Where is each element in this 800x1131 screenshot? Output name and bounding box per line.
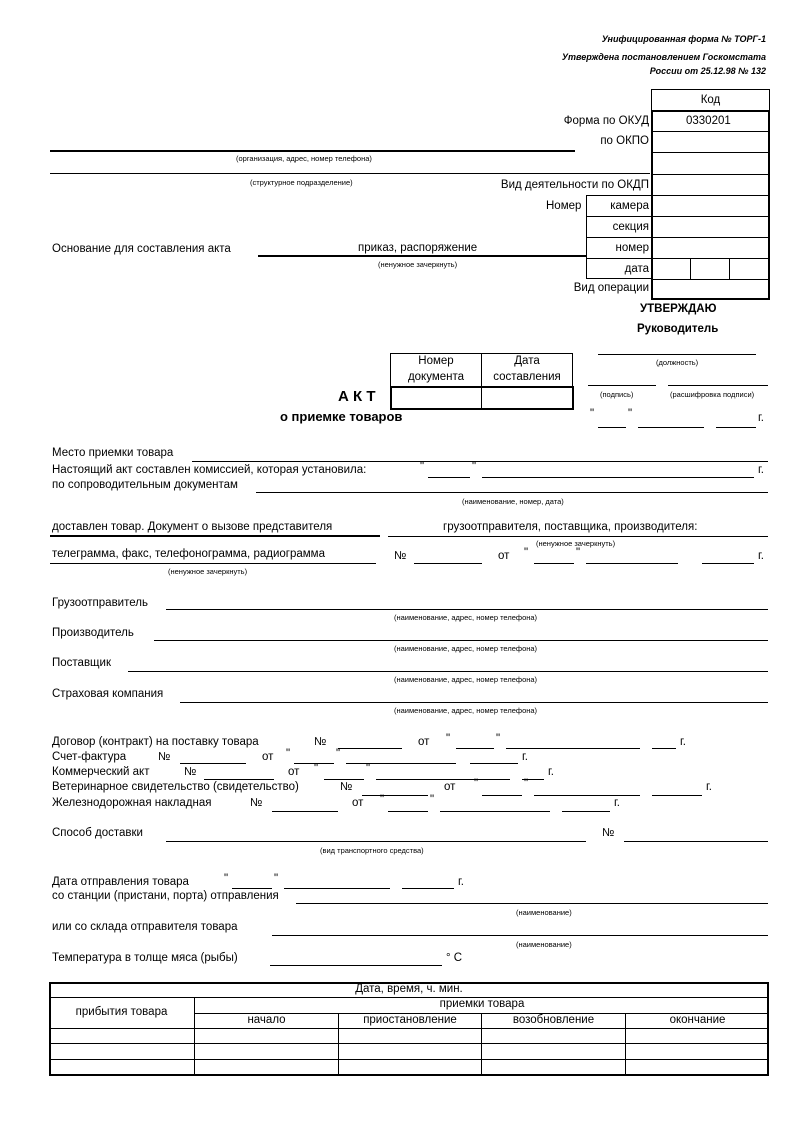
- commission-month-field[interactable]: [482, 477, 754, 478]
- data-label: дата: [624, 263, 649, 275]
- strike-hint: (ненужное зачеркнуть): [536, 539, 616, 548]
- basis-label: Основание для составления акта: [52, 243, 231, 255]
- org-field[interactable]: [50, 150, 575, 152]
- producer-label: Производитель: [52, 627, 134, 639]
- dept-hint: (структурное подразделение): [250, 178, 353, 187]
- commercial-month-field[interactable]: [376, 779, 510, 780]
- telegram-day-field[interactable]: [534, 563, 574, 564]
- shipper-field[interactable]: [166, 609, 768, 610]
- insurance-label: Страховая компания: [52, 688, 164, 700]
- place-field[interactable]: [192, 461, 768, 462]
- accompanying-label: по сопроводительным документам: [52, 479, 238, 491]
- telegram-no-field[interactable]: [414, 563, 482, 564]
- vet-year-field[interactable]: [652, 795, 702, 796]
- org-hint: (организация, адрес, номер телефона): [236, 154, 372, 163]
- accompanying-field[interactable]: [256, 492, 768, 493]
- commission-day-field[interactable]: [428, 477, 470, 478]
- sign-hint: (подпись): [600, 390, 634, 399]
- sign-field[interactable]: [588, 385, 656, 386]
- invoice-no-field[interactable]: [180, 763, 246, 764]
- arrival-header: прибытия товара: [75, 1006, 168, 1018]
- station-field[interactable]: [296, 903, 768, 904]
- sekciya-label: секция: [612, 221, 649, 233]
- shipper-options-field[interactable]: [388, 536, 768, 537]
- shipper-label: Грузоотправитель: [52, 597, 148, 609]
- delivered-field[interactable]: [50, 535, 380, 537]
- okdp-label: Вид деятельности по ОКДП: [500, 179, 649, 191]
- producer-field[interactable]: [154, 640, 768, 641]
- strike-hint-2: (ненужное зачеркнуть): [168, 567, 248, 576]
- code-table: [651, 110, 770, 300]
- warehouse-label: или со склада отправителя товара: [52, 921, 238, 933]
- contract-label: Договор (контракт) на поставку товара: [52, 736, 259, 748]
- code-header-cell: [651, 89, 770, 111]
- approve-month-field[interactable]: [638, 427, 704, 428]
- approve-head: Руководитель: [637, 323, 719, 335]
- dispatch-month-field[interactable]: [284, 888, 390, 889]
- kamera-label: камера: [610, 200, 649, 212]
- decode-hint: (расшифровка подписи): [670, 390, 755, 399]
- decode-field[interactable]: [668, 385, 768, 386]
- doc-hint: (наименование, номер, дата): [462, 497, 564, 506]
- acceptance-header: приемки товара: [439, 998, 525, 1010]
- vet-day-field[interactable]: [482, 795, 522, 796]
- approve-day-field[interactable]: [598, 427, 626, 428]
- delivery-no-field[interactable]: [624, 841, 768, 842]
- approved-text: Утверждена постановлением Госкомстата: [561, 52, 766, 62]
- telegram-label: телеграмма, факс, телефонограмма, радиограмма: [52, 548, 325, 560]
- col-start: начало: [247, 1014, 286, 1026]
- doc-num-header: Номер документа: [407, 355, 465, 383]
- dispatch-label: Дата отправления товара: [52, 876, 189, 888]
- dept-field[interactable]: [50, 173, 650, 174]
- telegram-field[interactable]: [50, 563, 376, 564]
- approved-date: России от 25.12.98 № 132: [649, 66, 766, 76]
- insurance-field[interactable]: [180, 702, 768, 703]
- act-title: А К Т: [338, 388, 376, 405]
- doc-value-row: [390, 386, 574, 410]
- doc-date-header: Дата составления: [493, 355, 561, 383]
- vet-no-field[interactable]: [362, 795, 428, 796]
- railway-label: Железнодорожная накладная: [52, 797, 212, 809]
- degree-unit: ° С: [446, 952, 463, 964]
- time-table-entry-rows[interactable]: [51, 1030, 767, 1074]
- railway-no-field[interactable]: [272, 811, 338, 812]
- col-resume: возобновление: [512, 1014, 595, 1026]
- supplier-label: Поставщик: [52, 657, 111, 669]
- temperature-field[interactable]: [270, 965, 442, 966]
- time-table-header: Дата, время, ч. мин.: [355, 983, 463, 995]
- nomer-sub-label: номер: [615, 242, 649, 254]
- station-label: со станции (пристани, порта) отправления: [52, 890, 279, 902]
- commercial-day-field[interactable]: [324, 779, 364, 780]
- commercial-no-field[interactable]: [204, 779, 274, 780]
- telegram-month-field[interactable]: [586, 563, 678, 564]
- invoice-month-field[interactable]: [346, 763, 456, 764]
- invoice-label: Счет-фактура: [52, 751, 127, 763]
- basis-value: приказ, распоряжение: [358, 242, 478, 254]
- form-name: Унифицированная форма № ТОРГ-1: [601, 34, 766, 44]
- railway-month-field[interactable]: [440, 811, 550, 812]
- approve-title: УТВЕРЖДАЮ: [640, 303, 717, 315]
- shipper-options: грузоотправителя, поставщика, производителя:: [443, 521, 698, 533]
- position-field[interactable]: [598, 354, 756, 355]
- commission-label: Настоящий акт составлен комиссией, которая установила:: [52, 464, 367, 476]
- col-pause: приостановление: [363, 1014, 457, 1026]
- telegram-year-field[interactable]: [702, 563, 754, 564]
- supplier-field[interactable]: [128, 671, 768, 672]
- code-header: Код: [700, 94, 721, 106]
- dispatch-day-field[interactable]: [232, 888, 272, 889]
- col-end: окончание: [669, 1014, 726, 1026]
- transport-hint: (вид транспортного средства): [320, 846, 424, 855]
- approve-year-field[interactable]: [716, 427, 756, 428]
- contract-no-field[interactable]: [338, 748, 402, 749]
- place-label: Место приемки товара: [52, 447, 174, 459]
- act-subtitle: о приемке товаров: [280, 409, 403, 424]
- railway-year-field[interactable]: [562, 811, 610, 812]
- vet-label: Ветеринарное свидетельство (свидетельство): [52, 781, 299, 793]
- vet-month-field[interactable]: [534, 795, 640, 796]
- delivery-field[interactable]: [166, 841, 586, 842]
- operation-label: Вид операции: [573, 282, 649, 294]
- okpo-label: по ОКПО: [600, 135, 649, 147]
- contract-month-field[interactable]: [506, 748, 640, 749]
- invoice-year-field[interactable]: [470, 763, 518, 764]
- nomer-label: Номер: [546, 200, 582, 212]
- warehouse-field[interactable]: [272, 935, 768, 936]
- commercial-label: Коммерческий акт: [52, 766, 150, 778]
- basis-field[interactable]: [258, 255, 586, 257]
- delivery-label: Способ доставки: [52, 827, 143, 839]
- okud-value: 0330201: [686, 115, 731, 127]
- contract-day-field[interactable]: [456, 748, 494, 749]
- position-hint: (должность): [656, 358, 699, 367]
- railway-day-field[interactable]: [388, 811, 428, 812]
- temperature-label: Температура в толще мяса (рыбы): [52, 952, 238, 964]
- basis-hint: (ненужное зачеркнуть): [378, 260, 458, 269]
- contract-year-field[interactable]: [652, 748, 676, 749]
- dispatch-year-field[interactable]: [402, 888, 454, 889]
- okud-label: Форма по ОКУД: [563, 115, 649, 127]
- delivered-label: доставлен товар. Документ о вызове представителя: [52, 521, 333, 533]
